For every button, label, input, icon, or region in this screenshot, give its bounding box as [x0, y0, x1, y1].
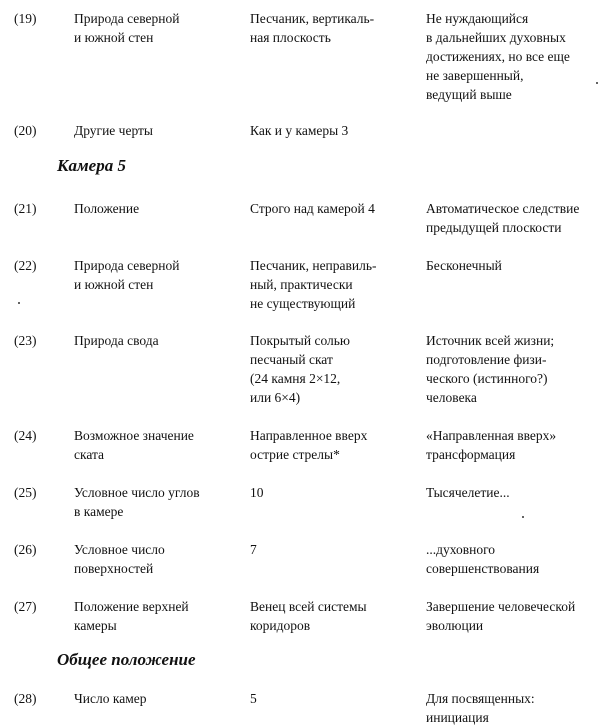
row-description: Как и у камеры 3	[250, 123, 349, 138]
row-meaning: Источник всей жизни; подготовление физи- ческого (истинного?) человека	[426, 333, 555, 405]
row-number: (22)	[14, 258, 37, 273]
row-description: 10	[250, 485, 264, 500]
scan-speck	[596, 82, 598, 84]
row-number: (27)	[14, 599, 37, 614]
row-number: (21)	[14, 201, 37, 216]
row-feature: Положение верхней камеры	[74, 599, 189, 633]
row-number: (19)	[14, 11, 37, 26]
row-meaning: Для посвященных: инициация	[426, 691, 535, 725]
scan-speck	[522, 516, 524, 518]
row-meaning: ...духовного совершенствования	[426, 542, 540, 576]
row-feature: Возможное значение ската	[74, 428, 194, 462]
row-feature: Положение	[74, 201, 140, 216]
row-number: (24)	[14, 428, 37, 443]
row-number: (28)	[14, 691, 37, 706]
row-number: (26)	[14, 542, 37, 557]
row-number: (25)	[14, 485, 37, 500]
row-meaning: Не нуждающийся в дальнейших духовных достижениях, но все еще не завершенный, ведущий выше	[426, 11, 570, 102]
section-heading-general: Общее положение	[57, 650, 196, 669]
row-meaning: Тысячелетие...	[426, 485, 510, 500]
row-description: Направленное вверх острие стрелы*	[250, 428, 368, 462]
row-meaning: Бесконечный	[426, 258, 502, 273]
row-description: 5	[250, 691, 257, 706]
row-meaning: Автоматическое следствие предыдущей плоскости	[426, 201, 580, 235]
row-description: Песчаник, вертикаль- ная плоскость	[250, 11, 375, 45]
row-description: Строго над камерой 4	[250, 201, 375, 216]
row-feature: Природа северной и южной стен	[74, 11, 180, 45]
scan-speck	[18, 302, 20, 304]
row-feature: Условное число углов в камере	[74, 485, 200, 519]
row-description: 7	[250, 542, 257, 557]
row-meaning: «Направленная вверх» трансформация	[426, 428, 557, 462]
row-feature: Условное число поверхностей	[74, 542, 165, 576]
row-meaning: Завершение человеческой эволюции	[426, 599, 576, 633]
row-number: (20)	[14, 123, 37, 138]
row-number: (23)	[14, 333, 37, 348]
row-feature: Природа северной и южной стен	[74, 258, 180, 292]
row-description: Покрытый солью песчаный скат (24 камня 2×12, или 6×4)	[250, 333, 350, 405]
row-description: Венец всей системы коридоров	[250, 599, 367, 633]
row-feature: Другие черты	[74, 123, 153, 138]
row-feature: Природа свода	[74, 333, 159, 348]
row-feature: Число камер	[74, 691, 147, 706]
row-description: Песчаник, неправиль- ный, практически не существующий	[250, 258, 377, 311]
section-heading-chamber-5: Камера 5	[57, 156, 126, 175]
